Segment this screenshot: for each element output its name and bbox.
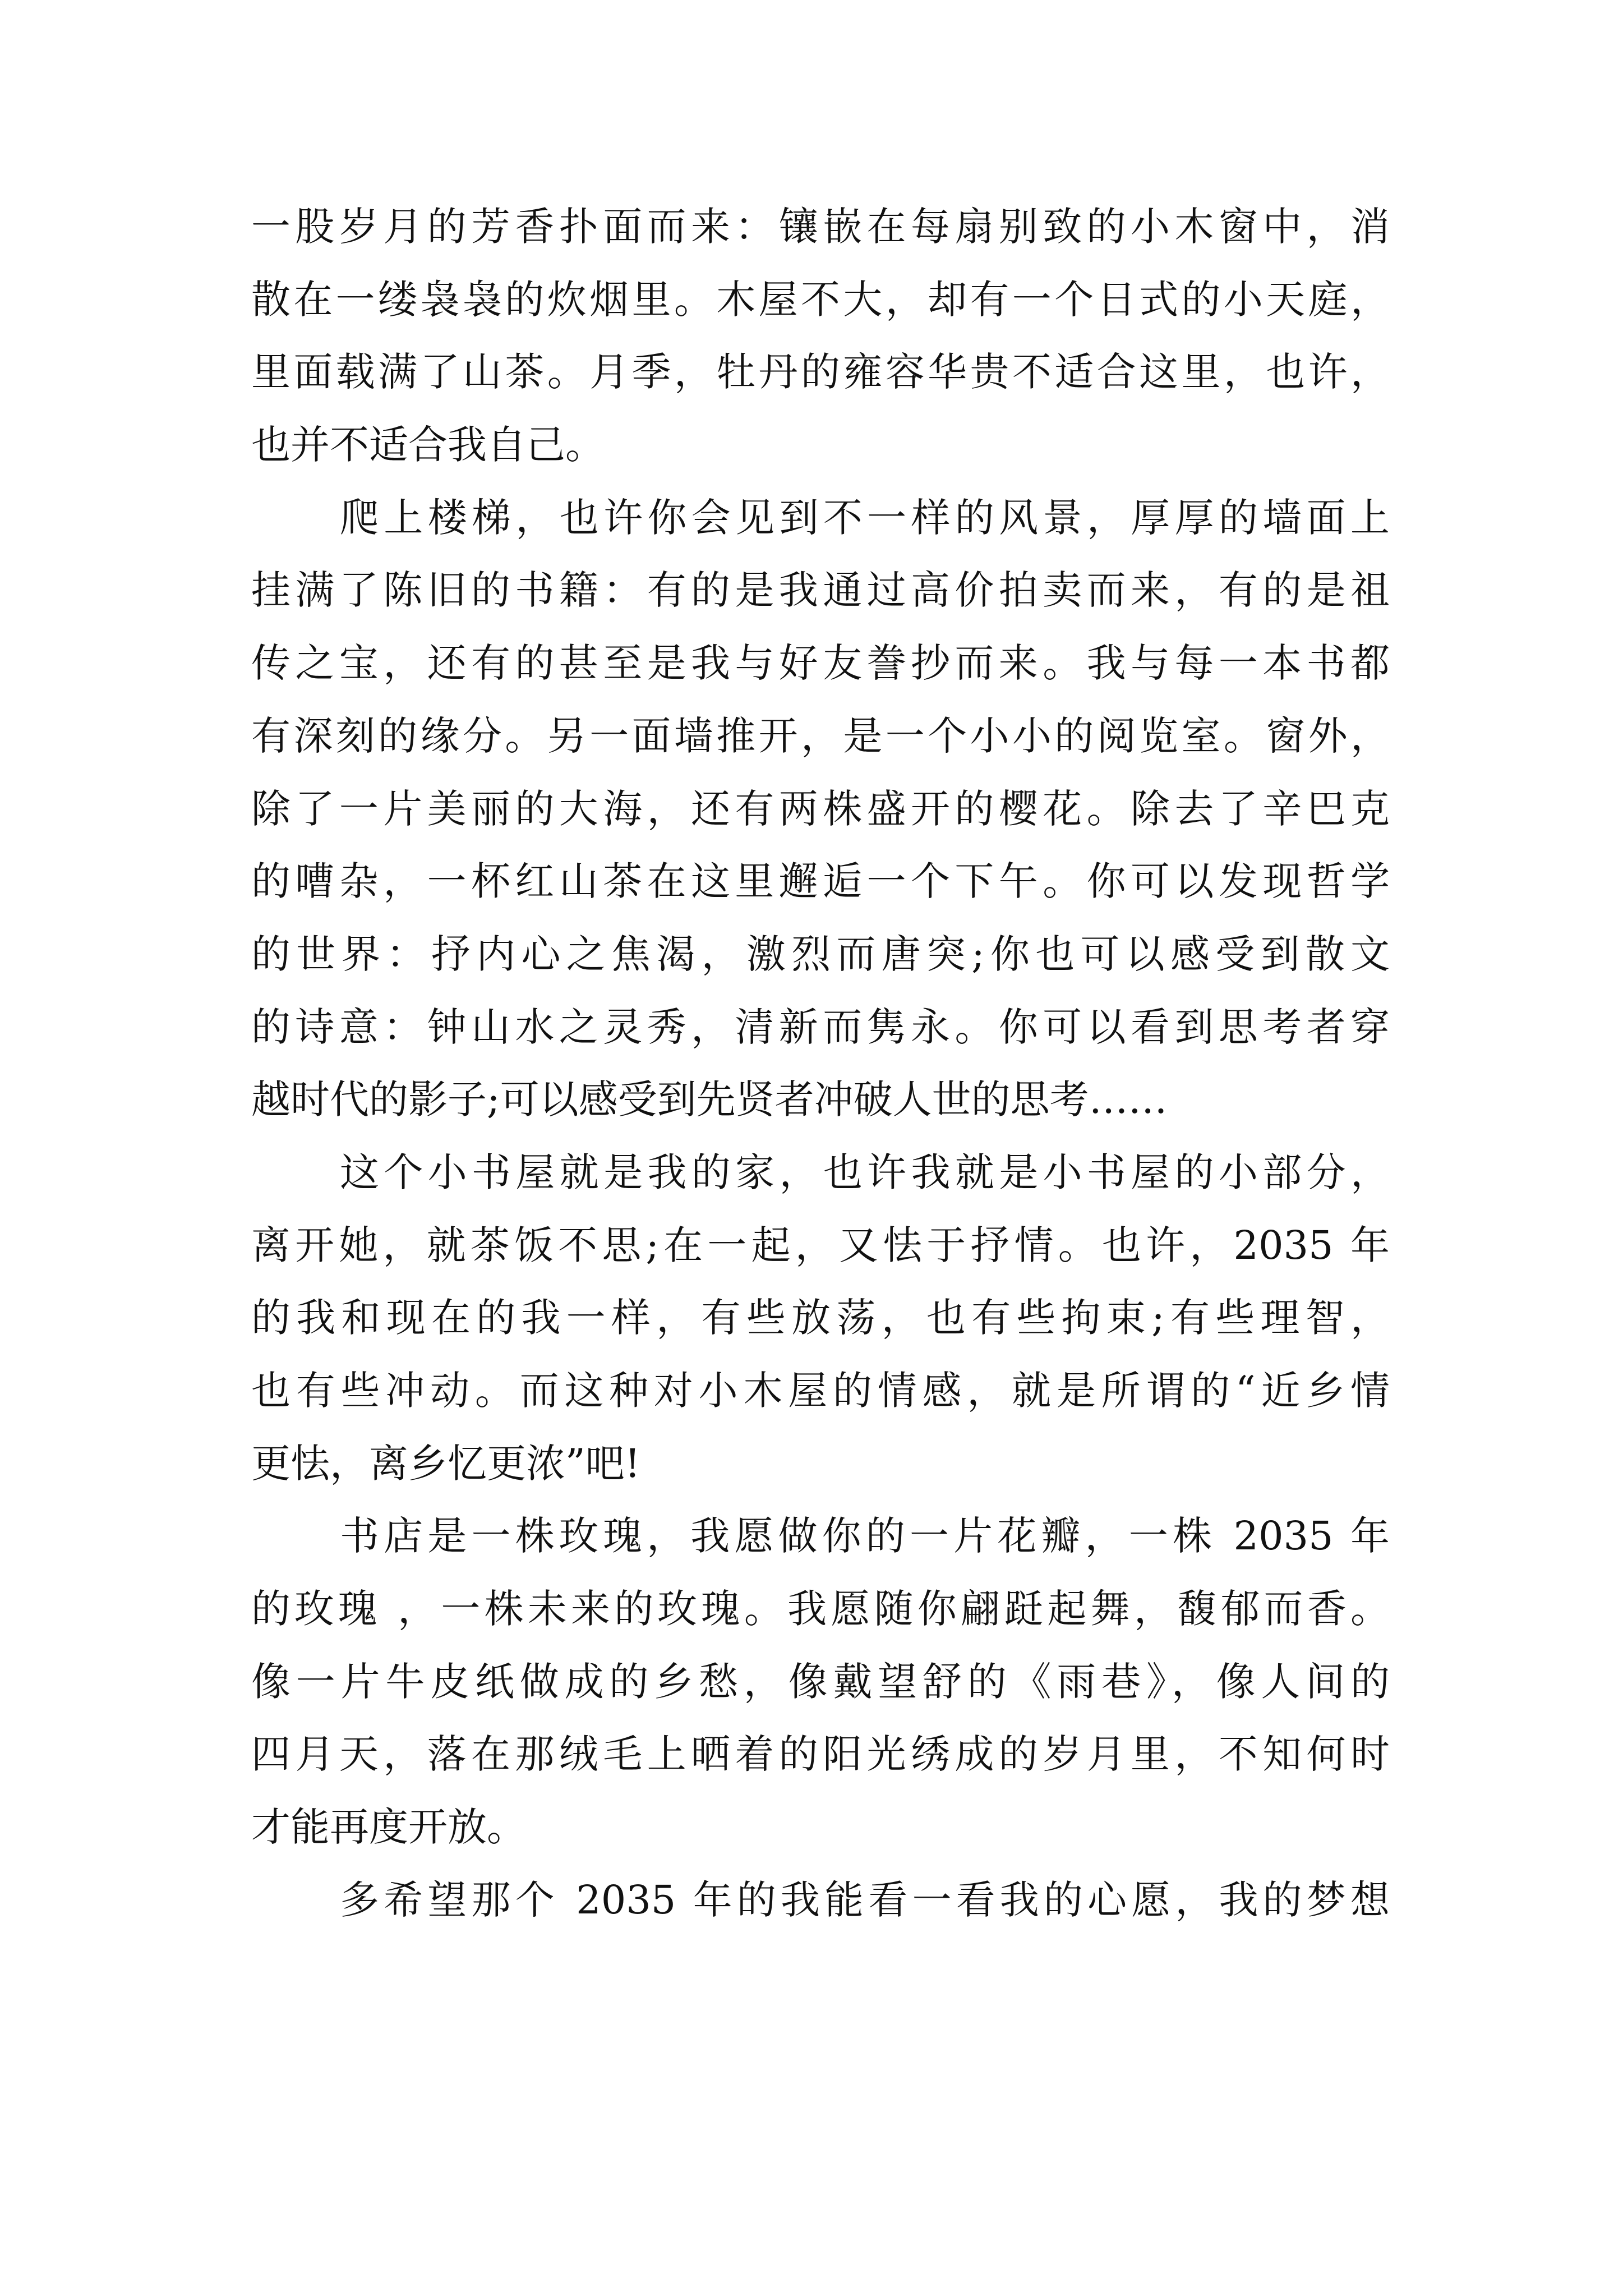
paragraph-first-line: 多希望那个 2035 年的我能看一看我的心愿，我的梦想	[340, 1876, 1390, 1923]
paragraph-first-line: 书店是一株玫瑰，我愿做你的一片花瓣，一株 2035 年	[340, 1513, 1390, 1559]
text-line: 有深刻的缘分。另一面墙推开，是一个小小的阅览室。窗外，	[251, 712, 1390, 759]
text-line: 更怯，离乡忆更浓”吧!	[251, 1440, 640, 1487]
text-line: 像一片牛皮纸做成的乡愁，像戴望舒的《雨巷》，像人间的	[251, 1658, 1390, 1705]
text-line: 挂满了陈旧的书籍：有的是我通过高价拍卖而来，有的是祖	[251, 567, 1390, 614]
paragraph-first-line: 爬上楼梯，也许你会见到不一样的风景，厚厚的墙面上	[340, 494, 1390, 541]
text-line: 的我和现在的我一样，有些放荡，也有些拘束;有些理智，	[251, 1295, 1390, 1341]
text-line: 除了一片美丽的大海，还有两株盛开的樱花。除去了辛巴克	[251, 785, 1390, 832]
text-line: 也并不适合我自己。	[251, 422, 605, 468]
text-line: 也有些冲动。而这种对小木屋的情感，就是所谓的“近乡情	[251, 1368, 1390, 1414]
text-line: 传之宝，还有的甚至是我与好友誊抄而来。我与每一本书都	[251, 640, 1390, 687]
text-line: 的嘈杂，一杯红山茶在这里邂逅一个下午。你可以发现哲学	[251, 858, 1390, 905]
text-line: 四月天，落在那绒毛上晒着的阳光绣成的岁月里，不知何时	[251, 1731, 1390, 1778]
text-line: 的诗意：钟山水之灵秀，清新而隽永。你可以看到思考者穿	[251, 1004, 1390, 1050]
text-line: 一股岁月的芳香扑面而来：镶嵌在每扇别致的小木窗中，消	[251, 204, 1390, 250]
text-line: 才能再度开放。	[251, 1804, 526, 1851]
essay-body	[251, 191, 1390, 1937]
text-line: 离开她，就茶饭不思;在一起，又怯于抒情。也许，2035 年	[251, 1222, 1390, 1268]
text-line: 散在一缕袅袅的炊烟里。木屋不大，却有一个日式的小天庭，	[251, 276, 1390, 323]
text-line: 的玫瑰 ，一株未来的玫瑰。我愿随你翩跹起舞，馥郁而香。	[251, 1586, 1390, 1632]
text-line: 越时代的影子;可以感受到先贤者冲破人世的思考……	[251, 1076, 1168, 1123]
paragraph-first-line: 这个小书屋就是我的家，也许我就是小书屋的小部分，	[340, 1149, 1390, 1195]
text-line: 的世界：抒内心之焦渴，激烈而唐突;你也可以感受到散文	[251, 931, 1390, 977]
text-line: 里面载满了山茶。月季，牡丹的雍容华贵不适合这里，也许，	[251, 349, 1390, 395]
